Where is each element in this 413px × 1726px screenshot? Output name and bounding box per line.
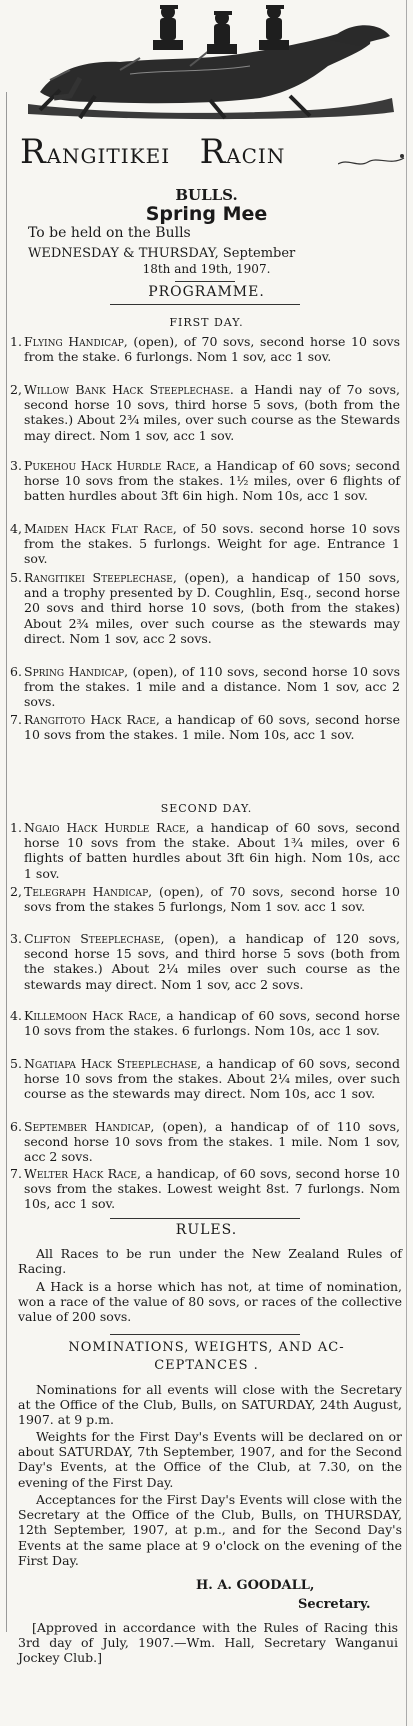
title-initial-r2: R: [199, 132, 227, 172]
race-details: (open), a handicap of of 110 sovs, second horse 10 sovs from the stakes. 1 mile. Nom 1 sov, acc 2 sovs.: [24, 1119, 400, 1165]
race-entry: [10, 1166, 400, 1212]
race-number: 4,: [10, 521, 22, 536]
race-entry: [10, 884, 400, 914]
race-name: Spring Handicap,: [24, 664, 129, 679]
race-name: Maiden Hack Flat Race,: [24, 521, 177, 536]
held-at-line: To be held on the Bulls: [28, 225, 191, 241]
race-details: a Handi nay of 7o sovs, second horse 10 sovs, third horse 5 sovs, (both from the stakes.) About 2¾ miles, over such course as the Stewards may direct. Nom 1 sov, acc 1 sov.: [24, 382, 400, 443]
title-initial-r: R: [20, 132, 47, 172]
nominations-paragraph-1: Nominations for all events will close with the Secretary at the Office of the Club, Bulls, on SATURDAY, 24th August, 1907. at 9 p.m.: [18, 1382, 402, 1428]
race-entry: [10, 382, 400, 443]
second-day-heading: SECOND DAY.: [160, 802, 253, 815]
nominations-heading-line2: CEPTANCES .: [154, 1358, 259, 1373]
secretary-title: Secretary.: [298, 1597, 371, 1612]
race-details: a handicap of 60 sovs, second horse 10 sovs from the stakes. About 2¼ miles, over such course as the stewards may direct. Nom 10s, acc 1 sov.: [24, 1056, 400, 1102]
race-name: Rangitoto Hack Race,: [24, 712, 160, 727]
dates-line-1: WEDNESDAY & THURSDAY, September: [28, 246, 296, 261]
race-number: 5.: [10, 570, 22, 585]
race-name: Rangitikei Steeplechase,: [24, 570, 177, 585]
spring-meeting-heading: Spring Mee: [145, 203, 268, 225]
approval-note: [Approved in accordance with the Rules of Racing this 3rd day of July, 1907.—Wm. Hall, Secretary Wanganui Jockey Club.]: [18, 1620, 398, 1666]
secretary-name: H. A. GOODALL,: [196, 1578, 315, 1593]
race-number: 6.: [10, 1119, 22, 1134]
nominations-heading-line1: NOMINATIONS, WEIGHTS, AND AC-: [68, 1340, 345, 1355]
rules-heading: RULES.: [175, 1222, 238, 1238]
nominations-paragraph-2: Weights for the First Day's Events will be declared on or about SATURDAY, 7th September, 1907, and for the Second Day's Events, at the Office of the Club, at 7.30, on the evening of the First Day.: [18, 1429, 402, 1490]
race-number: 3.: [10, 931, 22, 946]
race-name: Telegraph Handicap,: [24, 884, 153, 899]
race-details: a handicap, of 60 sovs, second horse 10 sovs from the stakes. Lowest weight 8st. 7 furlongs. Nom 10s, acc 1 sov.: [24, 1166, 400, 1212]
race-entry: [10, 820, 400, 881]
race-details: of 50 sovs. second horse 10 sovs from the stakes. 5 furlongs. Weight for age. Entrance 1 sov.: [24, 521, 400, 567]
race-number: 7.: [10, 712, 22, 727]
race-entry: [10, 1119, 400, 1165]
race-details: (open), of 110 sovs, second horse 10 sovs from the stakes. 1 mile and a distance. Nom 1 sov, acc 2 sovs.: [24, 664, 400, 710]
race-details: (open), of 70 sovs, second horse 10 sovs from the stakes 5 furlongs, Nom 1 sov. acc 1 sov.: [24, 884, 401, 915]
race-entry: [10, 334, 400, 364]
race-entry: [10, 712, 400, 742]
race-name: Willow Bank Hack Steeplechase.: [24, 382, 234, 397]
race-name: Clifton Steeplechase,: [24, 931, 165, 946]
race-number: 6.: [10, 664, 22, 679]
race-details: (open), of 70 sovs, second horse 10 sovs from the stake. 6 furlongs. Nom 1 sov, acc 1 sov.: [24, 334, 400, 365]
race-number: 7.: [10, 1166, 22, 1181]
race-name: Flying Handicap,: [24, 334, 128, 349]
race-number: 1.: [10, 820, 22, 835]
divider: [110, 304, 300, 305]
programme-heading: PROGRAMME.: [148, 284, 265, 300]
race-entry: [10, 521, 400, 567]
dates-line-2: 18th and 19th, 1907.: [142, 262, 271, 276]
race-details: a handicap of 60 sovs, second horse 10 sovs from the stakes. 6 furlongs. Nom 10s, acc 1 sov.: [24, 1008, 400, 1039]
race-number: 5.: [10, 1056, 22, 1071]
first-day-heading: FIRST DAY.: [169, 316, 244, 329]
horse-racing-engraving: [10, 0, 403, 120]
race-details: (open), a handicap of 120 sovs, second horse 15 sovs, and third horse 5 sovs (both from the stakes.) About 2¼ miles over such course as the stewards may direct. Nom 1 sov, acc 2 sovs.: [24, 931, 400, 992]
title-word-racin: ACIN: [226, 144, 286, 168]
divider: [110, 1218, 300, 1219]
rules-paragraph-2: A Hack is a horse which has not, at time of nomination, won a race of the value of 80 sovs, or races of the collective value of 200 sovs.: [18, 1279, 402, 1325]
title-word-rangitikei: ANGITIKEI: [46, 144, 171, 168]
race-entry: [10, 1056, 400, 1102]
race-details: a Handicap of 60 sovs; second horse 10 sovs from the stakes. 1½ miles, over 6 flights of batten hurdles about 3ft 6in high. Nom 10s, acc 1 sov.: [24, 458, 400, 504]
race-entry: [10, 570, 400, 646]
race-name: Pukehou Hack Hurdle Race,: [24, 458, 200, 473]
nominations-paragraph-3: Acceptances for the First Day's Events will close with the Secretary at the Office of the Club, Bulls, on THURSDAY, 12th September, 1907, at p.m., and for the Second Day's Events at the same place at 9 o'clock on the evening of the First Day.: [18, 1492, 402, 1568]
race-details: (open), a handicap of 150 sovs, and a trophy presented by D. Coughlin, Esq., second horse 20 sovs and third horse 10 sovs, (both from the stakes) About 2¾ miles, over such course as the stewards may direct. Nom 1 sov, acc 2 sovs.: [24, 570, 400, 646]
race-entry: [10, 458, 400, 504]
race-details: a handicap of 60 sovs, second horse 10 sovs from the stakes. 1 mile. Nom 10s, acc 1 sov.: [24, 712, 400, 743]
club-title: [20, 132, 285, 172]
column-rule-right: [406, 0, 407, 1726]
divider: [175, 281, 235, 282]
ornament-flourish: [338, 150, 408, 172]
race-number: 1.: [10, 334, 22, 349]
divider: [110, 1334, 300, 1335]
race-entry: [10, 931, 400, 992]
location-bulls: BULLS.: [175, 186, 238, 204]
race-name: Ngatiapa Hack Steeplechase,: [24, 1056, 202, 1071]
race-number: 2,: [10, 884, 22, 899]
race-name: September Handicap,: [24, 1119, 155, 1134]
rules-paragraph-1: All Races to be run under the New Zealand Rules of Racing.: [18, 1246, 402, 1277]
race-name: Ngaio Hack Hurdle Race,: [24, 820, 190, 835]
race-name: Killemoon Hack Race,: [24, 1008, 162, 1023]
race-number: 3.: [10, 458, 22, 473]
race-details: a handicap of 60 sovs, second horse 10 sovs from the stake. About 1¾ miles, over 6 flights of batten hurdles about 3ft 6in high. Nom 10s, acc 1 sov.: [24, 820, 401, 881]
race-name: Welter Hack Race,: [24, 1166, 141, 1181]
race-entry: [10, 1008, 400, 1038]
race-entry: [10, 664, 400, 710]
race-number: 4.: [10, 1008, 22, 1023]
race-number: 2,: [10, 382, 22, 397]
